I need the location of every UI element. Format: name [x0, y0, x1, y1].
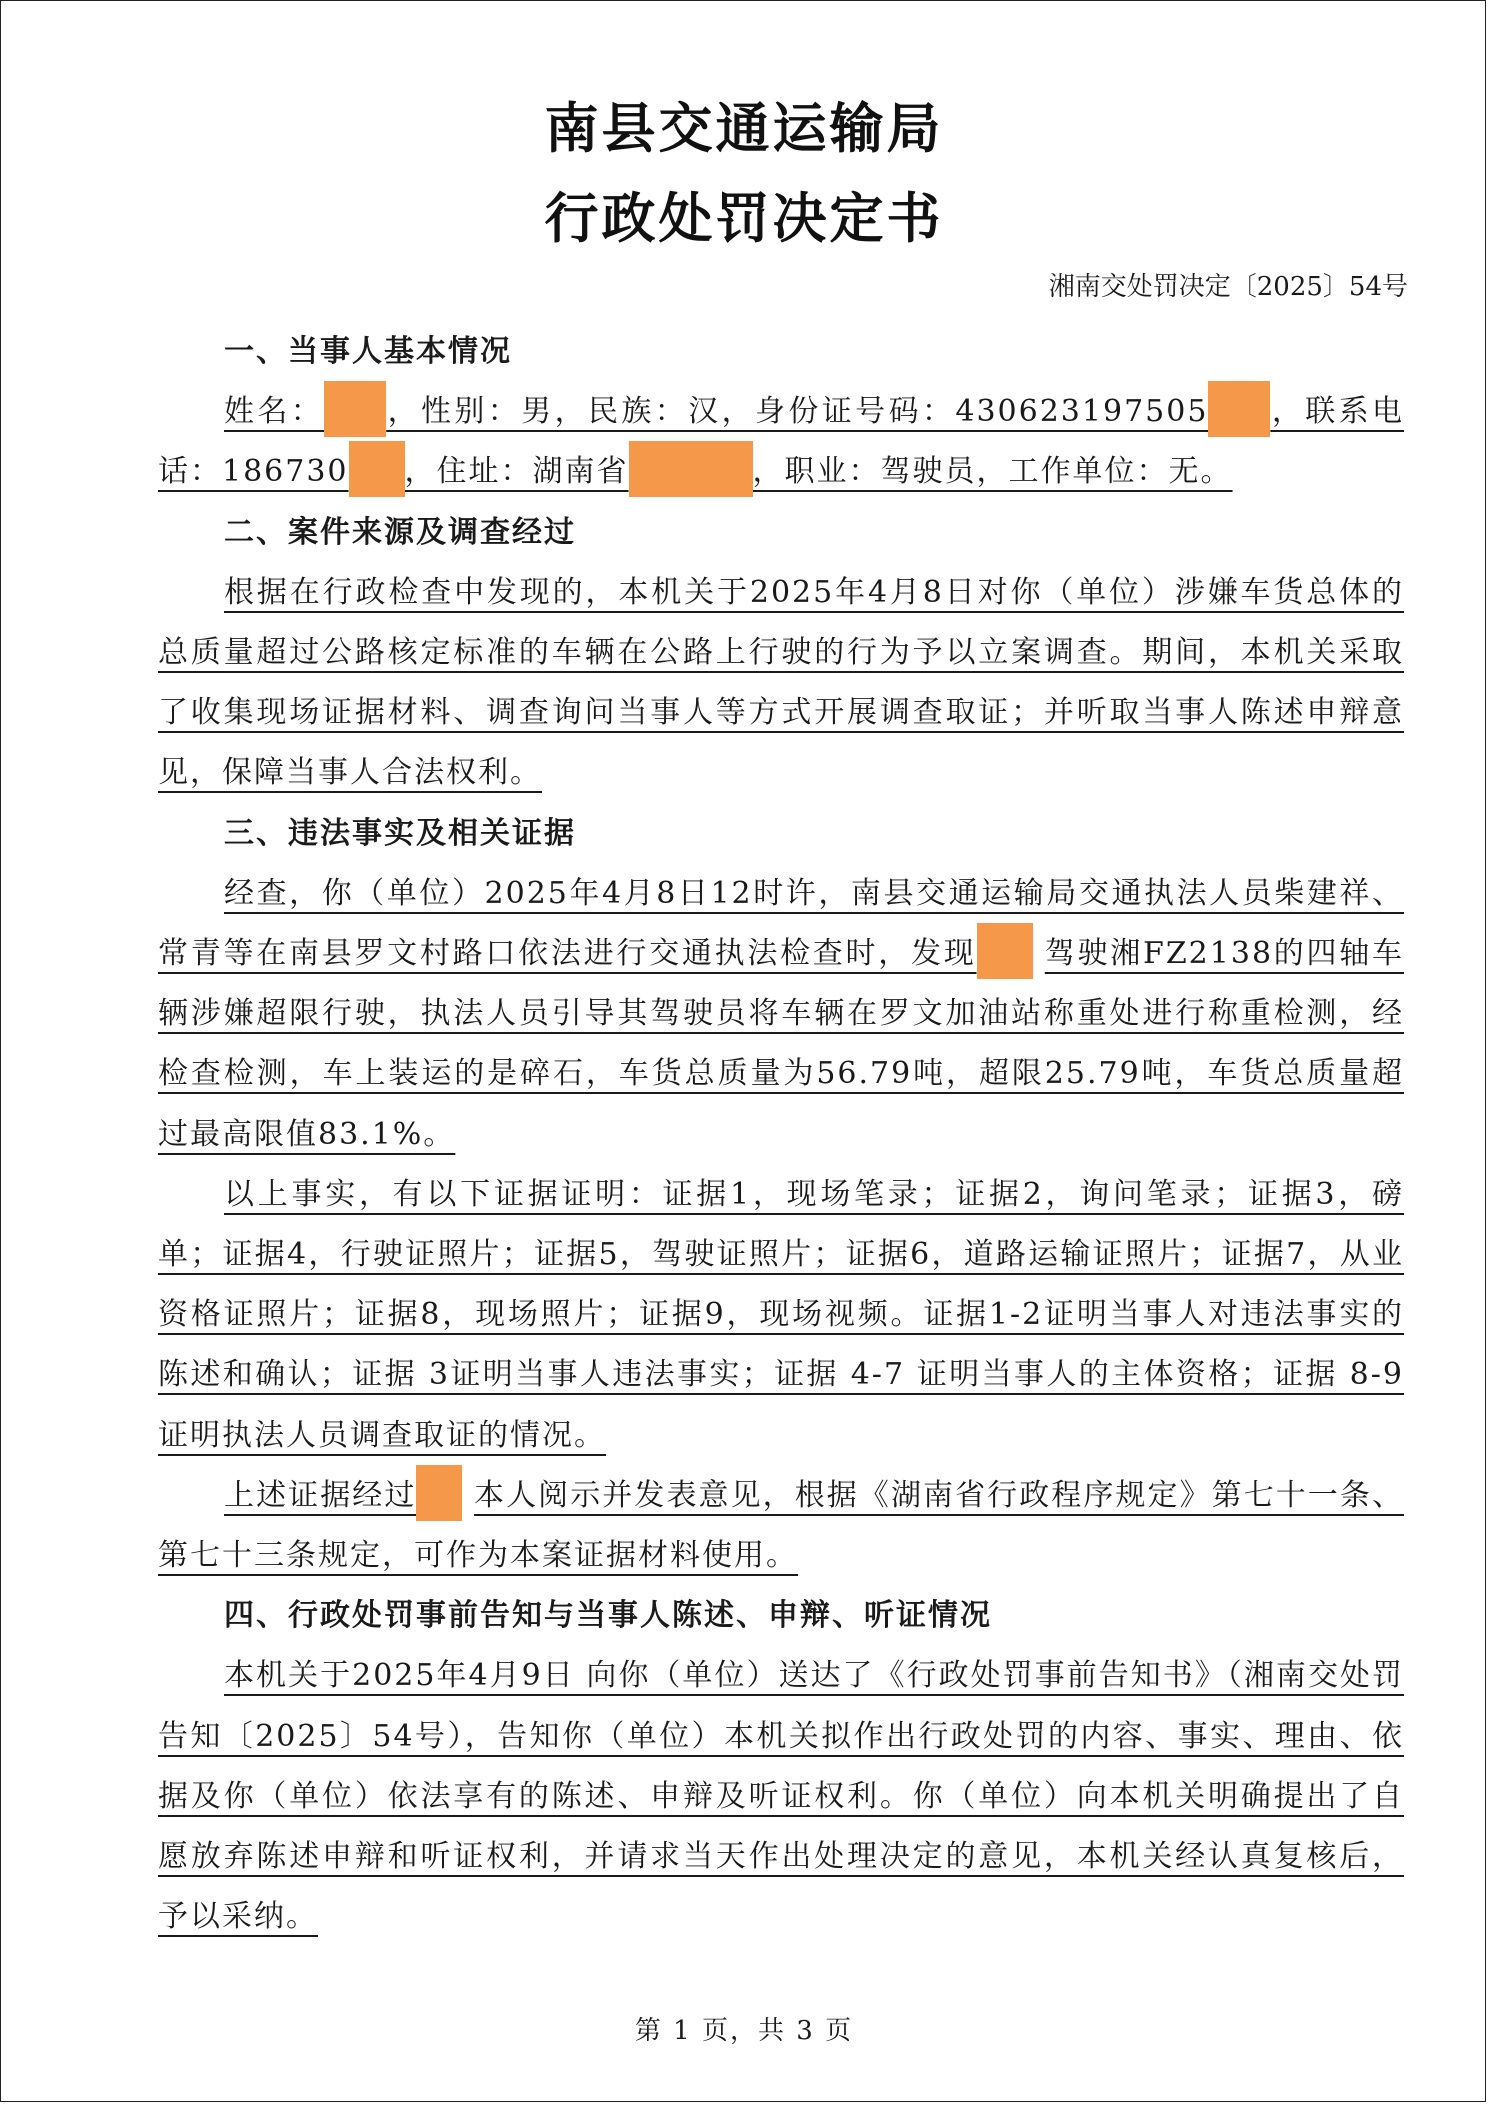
evidence-review-text: 本人阅示并发表意见，根据《湖南省行政程序规定》第七十一条、第七十三条规定，可作为本案证据材料使用。 [158, 1477, 1404, 1574]
document-number: 湘南交处罚决定〔2025〕54号 [1048, 272, 1408, 302]
party-info-text: 姓名： [224, 394, 325, 430]
evidence-list-text: 以上事实，有以下证据证明：证据1，现场笔录；证据2，询问笔录；证据3，磅单；证据4，行驶证照片；证据5，驾驶证照片；证据6，道路运输证照片；证据7，从业资格证照片；证据8，现场照片；证据9，现场视频。证据1-2证明当事人对违法事实的陈述和确认；证据 3证明当事人违法事实；证据 4-7 证明当事人的主体资格；证据 8-9 证明执法人员调查取证的情况。 [158, 1176, 1404, 1453]
case-source-text: 根据在行政检查中发现的，本机关于2025年4月8日对你（单位）涉嫌车货总体的总质量超过公路核定标准的车辆在公路上行驶的行为予以立案调查。期间，本机关采取了收集现场证据材料、调查询问当事人等方式开展调查取证；并听取当事人陈述申辩意见，保障当事人合法权利。 [158, 574, 1404, 791]
paragraph-party-info [158, 382, 1404, 502]
paragraph-evidence-review [158, 1466, 1404, 1586]
document-title: 行政处罚决定书 [544, 187, 944, 250]
section-heading-case-source: 二、案件来源及调查经过 [224, 514, 576, 550]
paragraph-case-source [158, 563, 1404, 804]
paragraph-prior-notice [158, 1646, 1404, 1947]
redaction-id-suffix [1208, 381, 1270, 437]
evidence-review-text: 上述证据经过 [224, 1477, 417, 1513]
party-info-text: ，住址：湖南省 [404, 454, 629, 490]
redaction-address [629, 441, 753, 497]
section-heading-violation-facts: 三、违法事实及相关证据 [224, 815, 576, 851]
section-heading-party-info: 一、当事人基本情况 [224, 334, 512, 369]
paragraph-evidence-list [158, 1165, 1404, 1466]
redaction-phone-suffix [349, 441, 405, 497]
paragraph-violation-facts [158, 864, 1404, 1165]
violation-facts-text: 经查，你（单位）2025年4月8日12时许，南县交通运输局交通执法人员柴建祥、常青等在南县罗文村路口依法进行交通执法检查时，发现 [158, 875, 1404, 972]
redaction-person [416, 1465, 462, 1521]
section-heading-prior-notice: 四、行政处罚事前告知与当事人陈述、申辩、听证情况 [224, 1598, 992, 1634]
violation-facts-text: 驾驶湘FZ2138的四轴车辆涉嫌超限行驶，执法人员引导其驾驶员将车辆在罗文加油站称重处进行称重检测，经检查检测，车上装运的是碎石，车货总质量为56.79吨，超限25.79吨，车货总质量超过最高限值83.1%。 [158, 936, 1404, 1152]
redaction-name [324, 381, 386, 437]
redaction-driver-name [977, 923, 1033, 979]
party-info-text: ，职业：驾驶员，工作单位：无。 [752, 454, 1233, 490]
document-issuer: 南县交通运输局 [544, 97, 944, 160]
document-body [158, 322, 1404, 1947]
party-info-text: ，联系电话：186730 [158, 394, 1405, 490]
page-number: 第 1 页，共 3 页 [634, 2016, 854, 2046]
party-info-text: ，性别：男，民族：汉，身份证号码：430623197505 [386, 394, 1209, 430]
prior-notice-text: 本机关于2025年4月9日 向你（单位）送达了《行政处罚事前告知书》（湘南交处罚告知〔2025〕54号），告知你（单位）本机关拟作出行政处罚的内容、事实、理由、依据及你（单位）依法享有的陈述、申辩及听证权利。你（单位）向本机关明确提出了自愿放弃陈述申辩和听证权利，并请求当天作出处理决定的意见，本机关经认真复核后，予以采纳。 [158, 1658, 1404, 1935]
